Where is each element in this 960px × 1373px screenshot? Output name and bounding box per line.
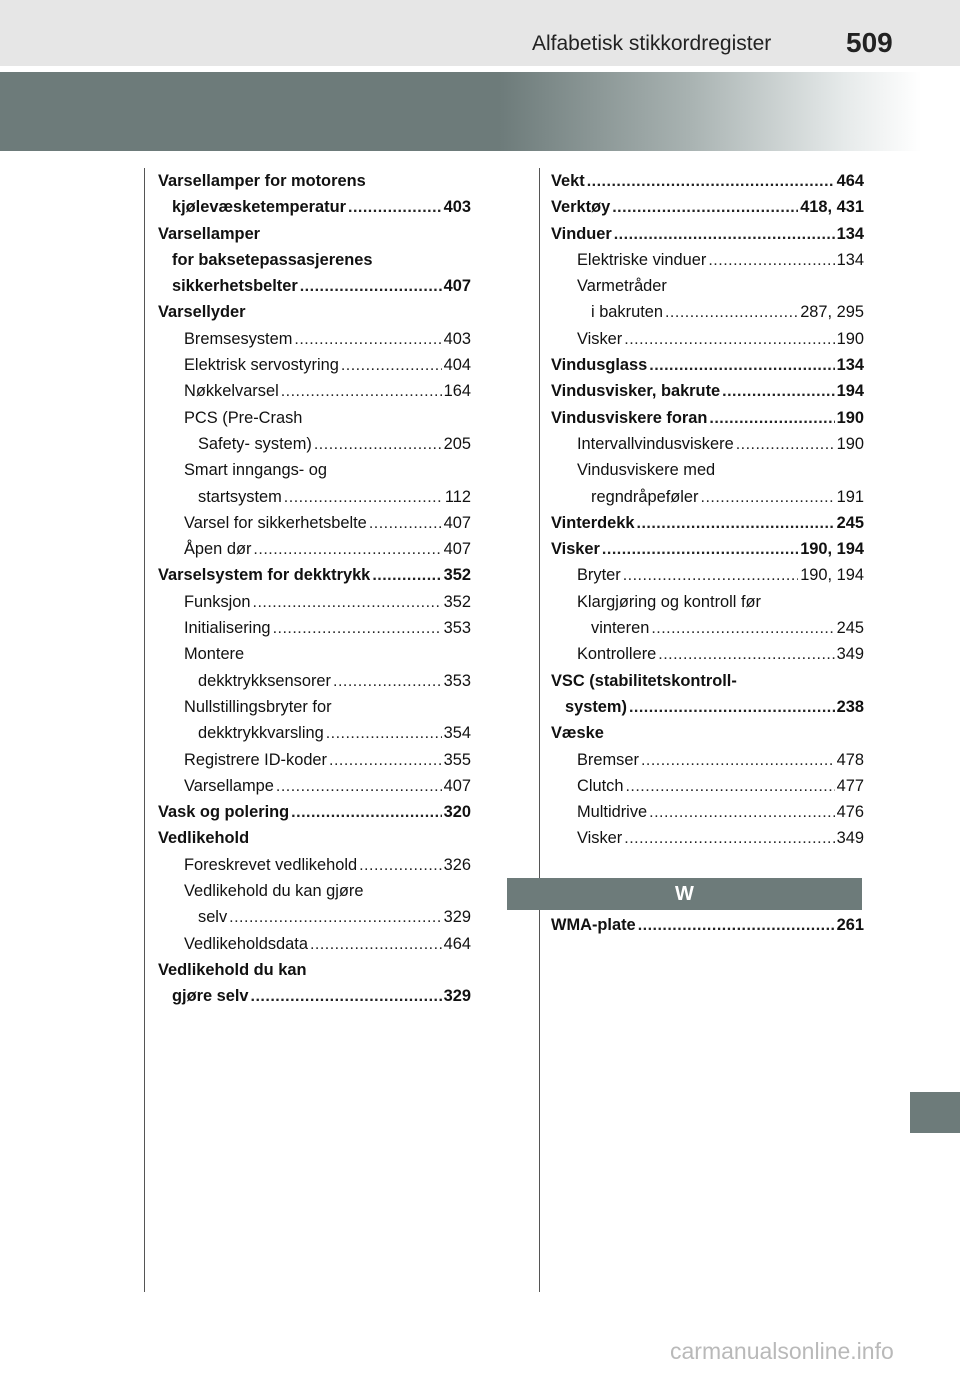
dot-leader	[637, 511, 835, 537]
index-entry-page[interactable]: 190, 194	[800, 566, 864, 585]
index-entry-term: vinteren	[591, 619, 650, 638]
dot-leader	[651, 616, 834, 642]
dot-leader	[736, 432, 835, 458]
dot-leader	[369, 511, 442, 537]
index-entry-page[interactable]: 287, 295	[800, 303, 864, 322]
watermark-text: carmanualsonline.info	[670, 1338, 894, 1364]
index-entry-term: Vedlikehold du kan	[158, 960, 307, 979]
index-entry-term: Vindusvisker, bakrute	[551, 382, 721, 401]
page-number: 509	[846, 27, 893, 58]
dot-leader	[612, 195, 798, 221]
dot-leader	[623, 563, 798, 589]
index-entry-term: Registrere ID-koder	[184, 750, 328, 769]
index-entry	[158, 484, 471, 510]
index-entry-term: Visker	[577, 829, 623, 848]
index-entry-term: VSC (stabilitetskontroll-	[551, 671, 737, 690]
index-entry-page[interactable]: 353	[443, 619, 471, 638]
index-entry-term: dekktrykksensorer	[198, 671, 331, 690]
index-entry	[158, 221, 471, 247]
index-entry	[551, 457, 864, 483]
index-entry	[158, 562, 471, 588]
index-entry-term: Vedlikehold du kan gjøre	[184, 882, 364, 901]
dot-leader	[253, 537, 441, 563]
left-column-rule	[144, 168, 145, 1292]
dot-leader	[665, 300, 798, 326]
index-entry-term: gjøre selv	[172, 987, 249, 1006]
index-entry-page[interactable]: 191	[836, 487, 864, 506]
dot-leader	[614, 222, 835, 248]
index-entry	[551, 562, 864, 588]
index-entry	[551, 168, 864, 194]
index-entry-term: Verktøy	[551, 198, 611, 217]
dot-leader	[641, 748, 835, 774]
dot-leader	[708, 248, 834, 274]
index-entry-page[interactable]: 205	[443, 434, 471, 453]
dot-leader	[629, 695, 835, 721]
index-entry	[551, 773, 864, 799]
index-entry-page[interactable]: 329	[443, 987, 471, 1006]
dot-leader	[229, 905, 441, 931]
index-entry-term: Varsellamper	[158, 224, 261, 243]
index-entry-page[interactable]: 407	[443, 277, 471, 296]
index-entry-term: Vinduer	[551, 224, 612, 243]
index-entry-term: dekktrykkvarsling	[198, 724, 324, 743]
index-entry-term: Visker	[577, 329, 623, 348]
index-entry-page[interactable]: 418, 431	[800, 198, 864, 217]
index-entry-page[interactable]: 352	[443, 592, 471, 611]
index-entry-page[interactable]: 320	[443, 803, 471, 822]
index-entry	[158, 668, 471, 694]
index-entry-term: Clutch	[577, 776, 624, 795]
index-entry	[158, 536, 471, 562]
header-bar	[0, 0, 960, 66]
index-section-w	[551, 912, 864, 938]
index-entry-page[interactable]: 407	[443, 776, 471, 795]
index-entry-term: Varmetråder	[577, 277, 667, 296]
index-entry-term: Visker	[551, 540, 600, 559]
index-entry-term: Vekt	[551, 172, 585, 190]
index-entry-page[interactable]: 245	[836, 513, 864, 532]
index-entry-term: for baksetepassasjerenes	[172, 250, 373, 269]
index-entry	[158, 378, 471, 404]
dot-leader	[294, 327, 441, 353]
dot-leader	[625, 774, 834, 800]
index-entry	[158, 799, 471, 825]
index-entry-page[interactable]: 326	[443, 855, 471, 874]
index-entry-page[interactable]: 476	[836, 803, 864, 822]
dot-leader	[658, 642, 834, 668]
index-entry-term: Åpen dør	[184, 540, 252, 559]
index-entry	[551, 405, 864, 431]
index-entry-term: kjølevæsketemperatur	[172, 198, 347, 217]
index-entry	[551, 273, 864, 299]
index-entry-term: Vedlikehold	[158, 829, 250, 848]
index-entry	[551, 194, 864, 220]
index-entry	[158, 352, 471, 378]
index-entry-term: Varsellampe	[184, 776, 274, 795]
index-entry-page[interactable]: 190	[836, 434, 864, 453]
header-banner	[0, 72, 960, 151]
dot-leader	[602, 537, 798, 563]
index-entry-term: PCS (Pre-Crash	[184, 408, 303, 427]
index-entry-page[interactable]: 464	[836, 172, 864, 190]
index-entry-term: Vinterdekk	[551, 513, 635, 532]
dot-leader	[310, 932, 442, 958]
dot-leader	[709, 406, 834, 432]
index-entry	[551, 589, 864, 615]
index-entry-term: Kontrollere	[577, 645, 657, 664]
index-entry	[551, 720, 864, 746]
index-entry-page[interactable]: 194	[836, 382, 864, 401]
dot-leader	[253, 590, 442, 616]
index-entry-term: WMA-plate	[551, 916, 636, 934]
index-entry-term: Foreskrevet vedlikehold	[184, 855, 358, 874]
dot-leader	[372, 563, 441, 589]
index-entry-page[interactable]: 112	[444, 487, 471, 506]
index-entry	[551, 615, 864, 641]
index-entry-term: Funksjon	[184, 592, 251, 611]
index-entry-page[interactable]: 403	[443, 198, 471, 217]
dot-leader	[359, 853, 442, 879]
index-entry	[158, 457, 471, 483]
index-entry-term: Væske	[551, 724, 604, 743]
index-entry-term: Montere	[184, 645, 245, 664]
dot-leader	[284, 485, 443, 511]
dot-leader	[314, 432, 442, 458]
index-left-column	[158, 168, 471, 1010]
index-entry	[158, 641, 471, 667]
index-entry	[551, 668, 864, 694]
dot-leader	[333, 669, 442, 695]
index-entry	[551, 747, 864, 773]
index-entry	[551, 536, 864, 562]
dot-leader	[276, 774, 442, 800]
index-entry-term: Smart inngangs- og	[184, 461, 328, 480]
index-entry-page[interactable]: 349	[836, 645, 864, 664]
chapter-tab	[910, 1092, 960, 1133]
index-entry-term: Vedlikeholdsdata	[184, 934, 308, 953]
section-header-w: W	[507, 878, 862, 910]
index-entry	[158, 510, 471, 536]
index-entry-term: Elektrisk servostyring	[184, 356, 339, 375]
dot-leader	[587, 169, 835, 195]
index-entry-page[interactable]: 353	[443, 671, 471, 690]
index-entry	[158, 694, 471, 720]
dot-leader	[329, 748, 442, 774]
index-entry	[551, 431, 864, 457]
index-entry	[158, 747, 471, 773]
dot-leader	[291, 800, 441, 826]
index-entry	[158, 720, 471, 746]
index-entry	[158, 904, 471, 930]
index-entry-term: Vindusglass	[551, 356, 648, 375]
index-entry	[158, 589, 471, 615]
index-entry	[158, 168, 471, 194]
index-entry-term: Vindusviskere foran	[551, 408, 708, 427]
index-entry-term: Elektriske vinduer	[577, 250, 707, 269]
index-entry	[158, 878, 471, 904]
index-entry	[551, 247, 864, 273]
index-entry-page[interactable]: 352	[443, 566, 471, 585]
dot-leader	[300, 274, 442, 300]
dot-leader	[638, 913, 835, 939]
index-entry-term: i bakruten	[591, 303, 663, 322]
index-entry-term: Nullstillingsbryter for	[184, 697, 332, 716]
index-entry-page[interactable]: 238	[836, 697, 864, 716]
index-entry-page[interactable]: 134	[836, 356, 864, 375]
dot-leader	[649, 353, 834, 379]
index-entry-term: Klargjøring og kontroll før	[577, 592, 762, 611]
index-entry-term: Varsellamper for motorens	[158, 172, 366, 190]
dot-leader	[341, 353, 442, 379]
index-entry	[158, 405, 471, 431]
index-entry-page[interactable]: 134	[836, 250, 864, 269]
dot-leader	[624, 826, 834, 852]
index-entry-term: Varsel for sikkerhetsbelte	[184, 513, 367, 532]
index-entry-term: regndråpeføler	[591, 487, 699, 506]
index-entry	[158, 431, 471, 457]
index-entry-page[interactable]: 164	[443, 382, 471, 401]
index-entry	[551, 510, 864, 536]
index-entry	[158, 326, 471, 352]
index-entry-term: Bremser	[577, 750, 639, 769]
index-entry	[551, 825, 864, 851]
index-entry-page[interactable]: 407	[443, 513, 471, 532]
index-entry-term: Nøkkelvarsel	[184, 382, 279, 401]
index-entry-term: Intervallvindusviskere	[577, 434, 734, 453]
index-entry-term: Vask og polering	[158, 803, 290, 822]
index-right-column	[551, 168, 864, 852]
index-entry	[158, 194, 471, 220]
index-entry	[158, 852, 471, 878]
index-entry-page[interactable]: 245	[836, 619, 864, 638]
index-entry-page[interactable]: 464	[443, 934, 471, 953]
index-entry-page[interactable]: 134	[836, 224, 864, 243]
index-entry-page[interactable]: 404	[443, 356, 471, 375]
index-entry-page[interactable]: 403	[443, 329, 471, 348]
index-entry-term: startsystem	[198, 487, 282, 506]
index-entry-page[interactable]: 407	[443, 540, 471, 559]
index-entry-term: Multidrive	[577, 803, 648, 822]
middle-column-rule	[539, 168, 540, 1292]
index-entry	[551, 641, 864, 667]
page-header-title: Alfabetisk stikkordregister	[532, 32, 772, 55]
index-entry-term: Varsellyder	[158, 303, 246, 322]
index-entry-term: sikkerhetsbelter	[172, 277, 298, 296]
index-entry	[158, 773, 471, 799]
index-entry	[158, 983, 471, 1009]
index-entry-term: Vindusviskere med	[577, 461, 716, 480]
dot-leader	[281, 379, 442, 405]
index-entry	[158, 825, 471, 851]
index-entry-page[interactable]: 355	[443, 750, 471, 769]
dot-leader	[326, 721, 442, 747]
index-entry-term: selv	[198, 908, 228, 927]
index-entry	[158, 957, 471, 983]
index-entry-page[interactable]: 354	[443, 724, 471, 743]
index-entry-page[interactable]: 477	[836, 776, 864, 795]
index-entry	[551, 694, 864, 720]
index-entry-term: Bryter	[577, 566, 621, 585]
index-entry	[551, 299, 864, 325]
index-entry-page[interactable]: 190	[836, 329, 864, 348]
index-entry	[551, 352, 864, 378]
index-entry	[551, 484, 864, 510]
dot-leader	[624, 327, 834, 353]
index-entry-page[interactable]: 190, 194	[800, 540, 864, 559]
index-entry	[158, 931, 471, 957]
index-entry-term: Bremsesystem	[184, 329, 293, 348]
index-entry-term: Initialisering	[184, 619, 271, 638]
index-entry	[551, 799, 864, 825]
index-entry-page[interactable]: 478	[836, 750, 864, 769]
index-entry-page[interactable]: 261	[836, 916, 864, 934]
index-entry	[551, 912, 864, 938]
dot-leader	[722, 379, 834, 405]
index-entry-page[interactable]: 190	[836, 408, 864, 427]
index-entry	[158, 247, 471, 273]
index-entry	[551, 378, 864, 404]
dot-leader	[649, 800, 835, 826]
index-entry	[158, 299, 471, 325]
dot-leader	[251, 984, 442, 1010]
index-entry-term: system)	[565, 697, 627, 716]
index-entry	[158, 273, 471, 299]
index-entry	[551, 221, 864, 247]
index-entry-term: Safety- system)	[198, 434, 312, 453]
dot-leader	[701, 485, 835, 511]
index-entry-page[interactable]: 349	[836, 829, 864, 848]
index-entry-page[interactable]: 329	[443, 908, 471, 927]
dot-leader	[348, 195, 442, 221]
index-entry	[158, 615, 471, 641]
index-entry-term: Varselsystem for dekktrykk	[158, 566, 371, 585]
dot-leader	[273, 616, 442, 642]
index-entry	[551, 326, 864, 352]
